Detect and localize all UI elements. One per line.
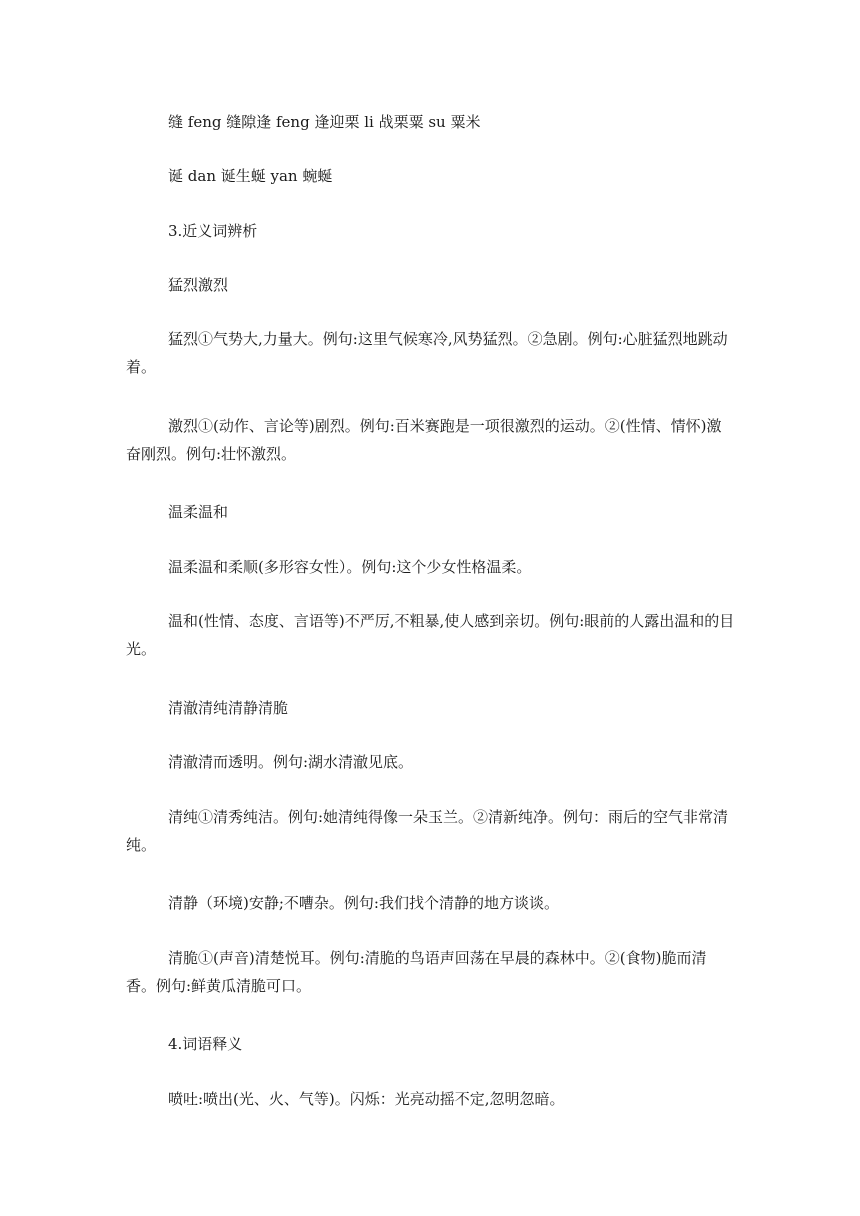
paragraph-wenhe: 温和(性情、态度、言语等)不严厉,不粗暴,使人感到亲切。例句:眼前的人露出温和的目光。 (126, 612, 735, 658)
paragraph-qingcui: 清脆①(声音)清楚悦耳。例句:清脆的鸟语声回荡在早晨的森林中。②(食物)脆而清香。例句:鲜黄瓜清脆可口。 (126, 949, 707, 995)
paragraph-pinyin-2: 诞 dan 诞生蜒 yan 蜿蜒 (168, 167, 333, 185)
paragraph-qingchun: 清纯①清秀纯洁。例句:她清纯得像一朵玉兰。②清新纯净。例句：雨后的空气非常清纯。 (126, 808, 729, 854)
subheading-wenrou-wenhe: 温柔温和 (168, 503, 229, 521)
paragraph-wenrou: 温柔温和柔顺(多形容女性）。例句:这个少女性格温柔。 (168, 558, 532, 576)
subheading-qing-words: 清澈清纯清静清脆 (168, 699, 289, 717)
paragraph-qingche: 清澈清而透明。例句:湖水清澈见底。 (168, 753, 414, 771)
paragraph-jilie: 激烈①(动作、言论等)剧烈。例句:百米赛跑是一项很激烈的运动。②(性情、情怀)激奋刚烈。例句:壮怀激烈。 (126, 417, 722, 463)
subheading-menglie-jilie: 猛烈激烈 (168, 276, 229, 294)
paragraph-qingjing: 清静（环境)安静;不嘈杂。例句:我们找个清静的地方谈谈。 (168, 894, 559, 912)
paragraph-pinyin-1: 缝 feng 缝隙逢 feng 逢迎栗 li 战栗粟 su 粟米 (168, 113, 481, 131)
section-heading-synonyms: 3.近义词辨析 (168, 222, 258, 240)
section-heading-definitions: 4.词语释义 (168, 1035, 243, 1053)
paragraph-menglie: 猛烈①气势大,力量大。例句:这里气候寒冷,风势猛烈。②急剧。例句:心脏猛烈地跳动着。 (126, 330, 728, 376)
paragraph-definitions: 喷吐:喷出(光、火、气等)。闪烁：光亮动摇不定,忽明忽暗。 (168, 1090, 565, 1108)
